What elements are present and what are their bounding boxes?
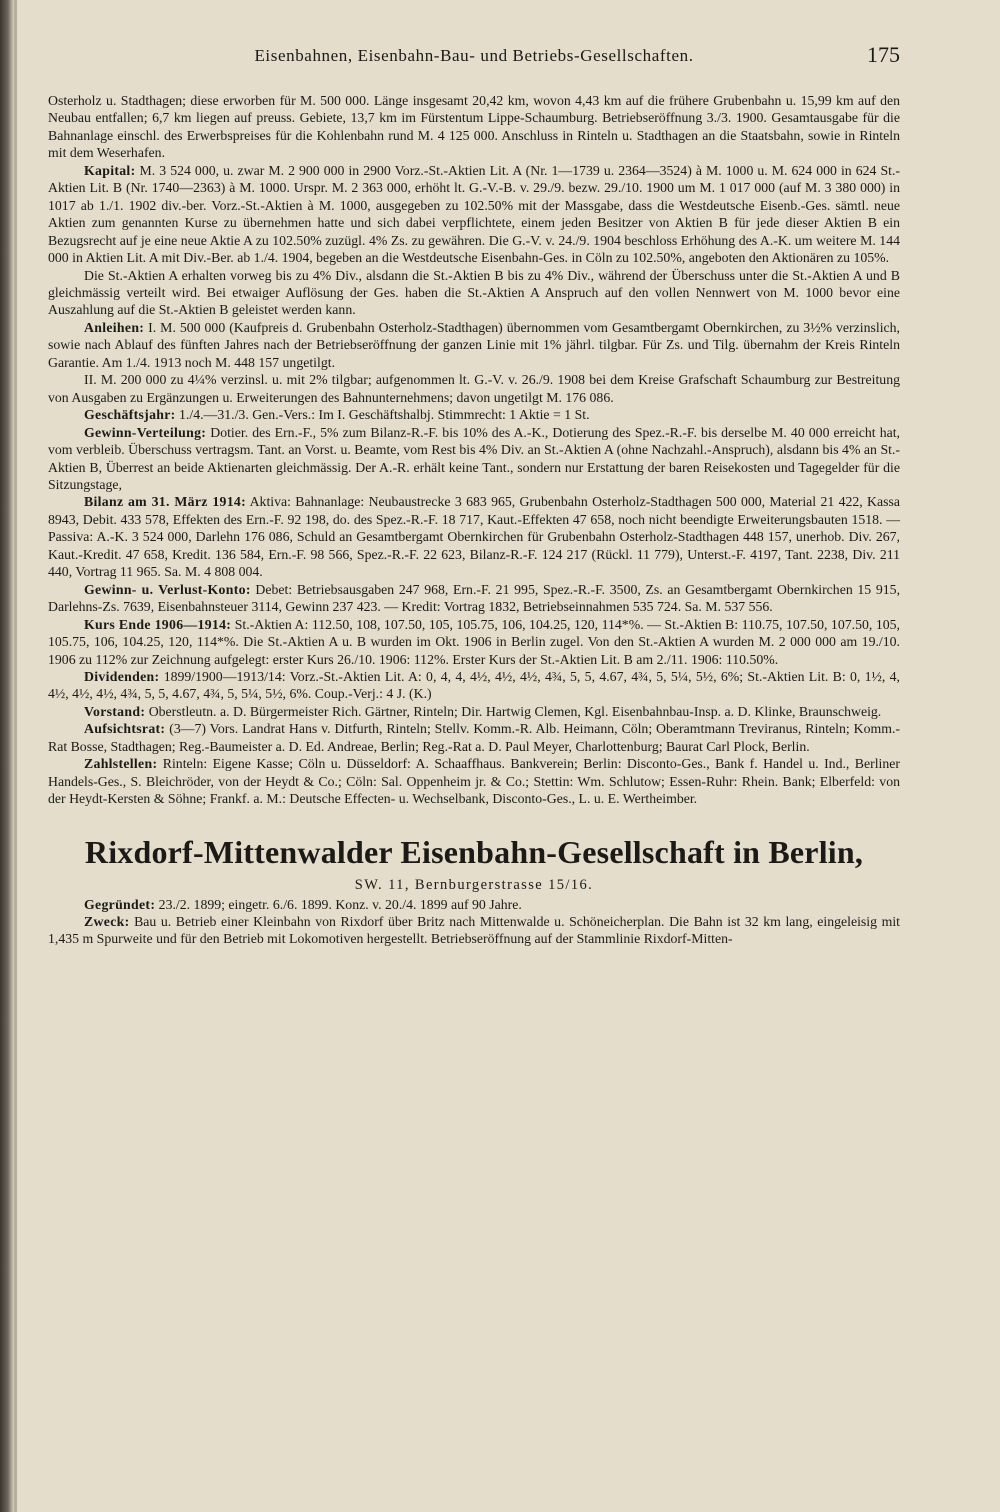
paragraph-intro bbox=[48, 92, 900, 162]
paragraph-text: Die St.-Aktien A erhalten vorweg bis zu 4% Div., alsdann die St.-Aktien B bis zu 4% Div., während der Überschuss unter die St.-Aktien A und B gleichmässig verteilt wird. Bei etwaiger Auflösung der Ges. haben die St.-Aktien A Anspruch auf den vollen Nennwert von M. 1000 bevor eine Auszahlung auf die St.-Aktien B geleistet werden kann. bbox=[48, 267, 900, 318]
paragraph-label: Anleihen: bbox=[84, 319, 145, 335]
paragraph-text: Oberstleutn. a. D. Bürgermeister Rich. Gärtner, Rinteln; Dir. Hartwig Clemen, Kgl. Eisenbahnbau-Insp. a. D. Klinke, Braunschweig. bbox=[148, 703, 882, 719]
paragraph-geschaeftsjahr bbox=[48, 406, 900, 423]
paragraph-label: Dividenden: bbox=[84, 668, 160, 684]
paragraph-dividenden bbox=[48, 668, 900, 703]
paragraph-text: M. 3 524 000, u. zwar M. 2 900 000 in 2900 Vorz.-St.-Aktien Lit. A (Nr. 1—1739 u. 2364—3524) à M. 1000 u. M. 624 000 in 624 St.-Aktien Lit. B (Nr. 1740—2363) à M. 1000. Urspr. M. 2 363 000, erhöht lt. G.-V.-B. v. 29./9. bezw. 29./10. 1900 um M. 1 017 000 (auf M. 3 380 000) in 1017 ab 1./1. 1902 div.-ber. Vorz.-St.-Aktien à M. 1000, ausgegeben zu 102.50% mit der Massgabe, dass die Westdeutsche Eisenb.-Ges. sämtl. neue Aktien zum genannten Kurse zu übernehmen hatte und sich dabei verpflichtete, einem jeden Besitzer von Aktien B für jede dieser Aktien B ein Bezugsrecht auf je eine neue Aktie A zu 102.50% zuzügl. 4% Zs. zu gewähren. Die G.-V. v. 24./9. 1904 beschloss Erhöhung des A.-K. um weitere M. 144 000 in Aktien Lit. A mit Div.-Ber. ab 1./4. 1904, begeben an die Westdeutsche Eisenbahn-Ges. in Cöln zu 102.50%, angeboten den Aktionären zu 105%. bbox=[48, 162, 901, 266]
paragraph-text: St.-Aktien A: 112.50, 108, 107.50, 105, 105.75, 106, 104.25, 120, 114*%. — St.-Aktien B: 110.75, 107.50, 107.50, 105, 105.75, 106, 104.25, 120, 114*%. Die St.-Aktien A u. B wurden im Okt. 1906 in Berlin zugel. Von den St.-Aktien A wurden M. 2 000 000 am 19./10. 1906 zu 112% zur Zeichnung aufgelegt: erster Kurs 26./10. 1906: 112%. Erster Kurs der St.-Aktien Lit. B am 2./11. 1906: 110.50%. bbox=[48, 616, 900, 667]
paragraph-label: Gewinn- u. Verlust-Konto: bbox=[84, 581, 251, 597]
paragraph-label: Gewinn-Verteilung: bbox=[84, 424, 207, 440]
book-spine-edge bbox=[14, 0, 17, 1512]
paragraph-text: I. M. 500 000 (Kaufpreis d. Grubenbahn Osterholz-Stadthagen) übernommen vom Gesamtbergamt Obernkirchen, zu 3½% verzinslich, sowie nach Ablauf des fünften Jahres nach der Betriebseröffnung der ganzen Linie mit 1% jährl. tilgbar. Für Zs. und Tilg. übernahm der Kreis Rinteln Garantie. Am 1./4. 1913 noch M. 448 157 ungetilgt. bbox=[48, 319, 900, 370]
paragraph-text: 1./4.—31./3. Gen.-Vers.: Im I. Geschäftshalbj. Stimmrecht: 1 Aktie = 1 St. bbox=[179, 407, 590, 423]
paragraph-text: Dotier. des Ern.-F., 5% zum Bilanz-R.-F. bis 10% des A.-K., Dotierung des Spez.-R.-F. bis derselbe M. 40 000 erreicht hat, vom verbleib. Überschuss vertragsm. Tant. an Vorst. u. Beamte, vom Rest bis 4% Div. an St.-Aktien A (ohne Nachzahl.-Anspruch), alsdann bis 4% an St.-Aktien B, Überrest an beide Aktienarten gleichmässig. Der A.-R. erhält keine Tant., sondern nur Erstattung der baren Reisekosten und Tagegelder für die Sitzungstage, bbox=[48, 424, 900, 492]
company-heading: Rixdorf-Mittenwalder Eisenbahn-Gesellschaft in Berlin, bbox=[84, 833, 864, 870]
company-address: SW. 11, Bernburgerstrasse 15/16. bbox=[354, 876, 594, 893]
paragraph-text: Rinteln: Eigene Kasse; Cöln u. Düsseldorf: A. Schaaffhaus. Bankverein; Berlin: Disconto-Ges., Bank f. Handel u. Ind., Berliner Handels-Ges., S. Bleichröder, von der Heydt & Co.; Cöln: Sal. Oppenheim jr. & Co.; Stettin: Wm. Schlutow; Essen-Ruhr: Rhein. Bank; Elberfeld: von der Heydt-Kersten & Söhne; Frankf. a. M.: Deutsche Effecten- u. Wechselbank, Disconto-Ges., L. u. E. Wertheimber. bbox=[48, 756, 900, 807]
paragraph-vorstand bbox=[48, 703, 900, 720]
paragraph-text: 1899/1900—1913/14: Vorz.-St.-Aktien Lit. A: 0, 4, 4, 4½, 4½, 4½, 4¾, 5, 5, 4.67, 4¾, 5, 5¼, 5½, 6%; St.-Aktien Lit. B: 0, 1½, 4, 4½, 4½, 4½, 4¾, 5, 5, 4.67, 4¾, 5, 5¼, 5½, 6%. Coup.-Verj.: 4 J. (K.) bbox=[48, 668, 900, 702]
paragraph-aufsichtsrat bbox=[48, 720, 900, 755]
paragraph-label: Vorstand: bbox=[84, 703, 146, 719]
article-body bbox=[48, 92, 900, 808]
paragraph-bilanz bbox=[48, 493, 900, 580]
paragraph-text: II. M. 200 000 zu 4¼% verzinsl. u. mit 2% tilgbar; aufgenommen lt. G.-V. v. 26./9. 1908 bei dem Kreise Grafschaft Schaumburg zur Bestreitung von Ausgaben zu Ergänzungen u. Erweiterungen des Bahnunternehmens; davon ungetilgt M. 176 086. bbox=[48, 372, 900, 405]
paragraph-gewinn-verteilung bbox=[48, 424, 900, 494]
paragraph-label: Zahlstellen: bbox=[84, 756, 158, 772]
paragraph-text: Bau u. Betrieb einer Kleinbahn von Rixdorf über Britz nach Mittenwalde u. Schöneicherplan. Die Bahn ist 32 km lang, eingeleisig mit 1,435 m Spurweite und für den Betrieb mit Lokomotiven hergestellt. Betriebseröffnung auf der Stammlinie Rixdorf-Mitten- bbox=[48, 914, 901, 947]
paragraph-label: Gegründet: bbox=[84, 896, 156, 912]
paragraph-label: Bilanz am 31. März 1914: bbox=[84, 494, 247, 510]
company-body bbox=[48, 896, 900, 948]
paragraph-zweck bbox=[48, 913, 900, 948]
running-header bbox=[48, 40, 900, 74]
paragraph-kapital bbox=[48, 162, 900, 267]
paragraph-text: (3—7) Vors. Landrat Hans v. Ditfurth, Rinteln; Stellv. Komm.-R. Alb. Heimann, Cöln; Oberamtmann Treviranus, Rinteln; Komm.-Rat Bosse, Stadthagen; Reg.-Baumeister a. D. Ed. Andreae, Berlin; Reg.-Rat a. D. Paul Meyer, Charlottenburg; Baurat Carl Plock, Berlin. bbox=[48, 721, 901, 754]
running-title: Eisenbahnen, Eisenbahn-Bau- und Betriebs-Gesellschaften. bbox=[254, 46, 694, 65]
paragraph-gewinn-verlust bbox=[48, 581, 900, 616]
paragraph-anleihe-ii bbox=[48, 371, 900, 406]
paragraph-label: Aufsichtsrat: bbox=[84, 721, 166, 737]
paragraph-kurs bbox=[48, 616, 900, 668]
paragraph-label: Zweck: bbox=[84, 914, 130, 930]
paragraph-label: Geschäftsjahr: bbox=[84, 407, 176, 423]
document-page bbox=[48, 40, 900, 948]
paragraph-text: Debet: Betriebsausgaben 247 968, Ern.-F. 21 995, Spez.-R.-F. 3500, Zs. an Gesamtbergamt Obernkirchen 15 915, Darlehns-Zs. 7639, Eisenbahnsteuer 3114, Gewinn 237 423. — Kredit: Vortrag 1832, Betriebseinnahmen 535 724. Sa. M. 537 556. bbox=[48, 581, 901, 615]
paragraph-text: Osterholz u. Stadthagen; diese erworben für M. 500 000. Länge insgesamt 20,42 km, wovon 4,43 km auf die frühere Grubenbahn u. 15,99 km auf den Neubau entfallen; 6,7 km liegen auf preuss. Gebiete, 13,7 km im Fürstentum Lippe-Schaumburg. Betriebseröffnung 3./3. 1900. Gesamtausgabe für die Bahnanlage einschl. des Erwerbspreises für die Kohlenbahn rund M. 4 125 000. Anschluss in Rinteln u. Stadthagen an die Staatsbahn, sowie in Rinteln mit dem Weserhafen. bbox=[48, 93, 900, 161]
paragraph-text: 23./2. 1899; eingetr. 6./6. 1899. Konz. v. 20./4. 1899 auf 90 Jahre. bbox=[158, 896, 522, 912]
paragraph-zahlstellen bbox=[48, 755, 900, 807]
paragraph-anleihen bbox=[48, 319, 900, 371]
paragraph-label: Kapital: bbox=[84, 162, 136, 178]
paragraph-text: Aktiva: Bahnanlage: Neubaustrecke 3 683 965, Grubenbahn Osterholz-Stadthagen 500 000, Material 21 422, Kassa 8943, Debit. 433 578, Effekten des Ern.-F. 92 198, do. des Spez.-R.-F. 18 717, Kaut.-Effekten 47 658, noch nicht beendigte Erweiterungsbauten 1518. — Passiva: A.-K. 3 524 000, Darlehn 176 086, Schuld an Gesamtbergamt Obernkirchen für Grubenbahn Osterholz-Stadthagen 448 157, unerhob. Div. 267, Kaut.-Kredit. 47 658, Kredit. 136 584, Ern.-F. 98 566, Spez.-R.-F. 22 623, Bilanz-R.-F. 124 217 (Rückl. 11 779), Unterst.-F. 4197, Tant. 2238, Div. 211 440, Vortrag 11 965. Sa. M. 4 808 004. bbox=[48, 494, 900, 580]
paragraph-dividend-order bbox=[48, 267, 900, 319]
book-spine-shadow bbox=[0, 0, 14, 1512]
paragraph-gegruendet bbox=[48, 896, 900, 913]
page-number: 175 bbox=[867, 42, 900, 67]
paragraph-label: Kurs Ende 1906—1914: bbox=[84, 616, 232, 632]
